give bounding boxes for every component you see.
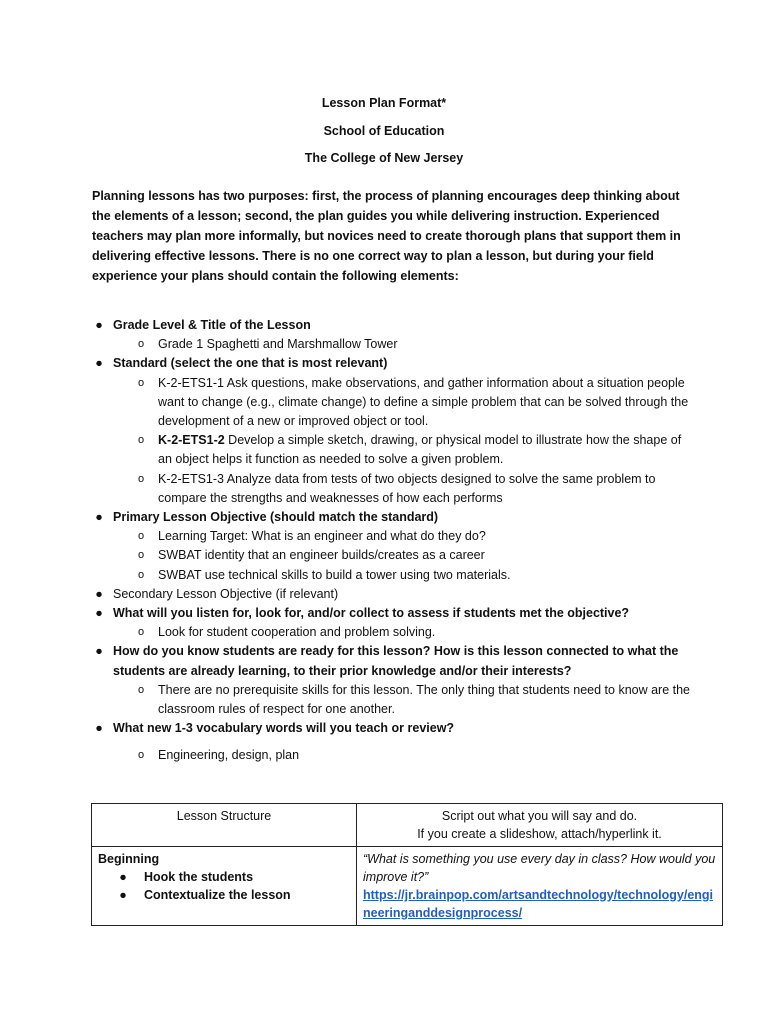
hollow-bullet-icon: o <box>137 376 145 389</box>
column-header: Script out what you will say and do. If you create a slideshow, attach/hyperlink it. <box>357 804 723 847</box>
hollow-bullet-icon: o <box>137 338 145 351</box>
section-title: Grade Level & Title of the Lesson <box>113 318 311 332</box>
hollow-bullet-icon: o <box>137 530 145 543</box>
bullet-icon: ● <box>95 644 103 659</box>
list-item: o SWBAT use technical skills to build a tower using two materials. <box>92 566 692 585</box>
brainpop-link[interactable]: https://jr.brainpop.com/artsandtechnology/technology/engineeringanddesignprocess/ <box>363 888 714 920</box>
hollow-bullet-icon: o <box>137 568 145 581</box>
bullet-icon: ● <box>95 586 103 601</box>
list-item: ● Contextualize the lesson <box>98 886 350 904</box>
bullet-icon: ● <box>95 510 103 525</box>
bullet-icon: ● <box>95 318 103 332</box>
section-assess <box>92 604 692 623</box>
hollow-bullet-icon: o <box>137 626 145 639</box>
script-text: “What is something you use every day in class? How would you improve it?” <box>363 852 716 884</box>
hollow-bullet-icon: o <box>137 472 145 485</box>
bullet-icon: ● <box>95 606 103 621</box>
table-cell <box>357 847 723 926</box>
section-title: Primary Lesson Objective (should match the standard) <box>113 510 439 525</box>
row-title: Beginning <box>98 852 160 866</box>
section-title: Standard (select the one that is most relevant) <box>113 356 388 371</box>
section-title: Secondary Lesson Objective (if relevant) <box>113 586 339 601</box>
section-title: What will you listen for, look for, and/or collect to assess if students met the objective? <box>113 606 630 621</box>
table-header-row <box>92 804 723 847</box>
list-item: o K-2-ETS1-1 Ask questions, make observations, and gather information about a situation people want to change (e.g., climate change) to define a simple problem that can be solved through the development of a new or improved object or tool. <box>92 374 692 432</box>
lesson-structure-table <box>91 803 723 926</box>
hollow-bullet-icon: o <box>137 434 145 447</box>
list-item: o Learning Target: What is an engineer and what do they do? <box>92 527 692 546</box>
section-title: How do you know students are ready for this lesson? How is this lesson connected to what the students are already learning, to their prior knowledge and/or their interests? <box>113 644 679 678</box>
hollow-bullet-icon: o <box>137 683 145 696</box>
list-item: o K-2-ETS1-3 Analyze data from tests of two objects designed to solve the same problem to compare the strengths and weaknesses of how each performs <box>92 470 692 508</box>
table-row <box>92 847 723 926</box>
intro-paragraph: Planning lessons has two purposes: first, the process of planning encourages deep thinking about the elements of a lesson; second, the plan guides you while delivering instruction. Experienced teachers may plan more informally, but novices need to create thorough plans that support them in delivering effective lessons. There is no one correct way to plan a lesson, but during your field experience your plans should contain the following elements: <box>92 189 681 283</box>
section-primary-objective <box>92 508 692 527</box>
doc-title: Lesson Plan Format* <box>321 96 447 110</box>
section-standard <box>92 354 692 373</box>
section-readiness <box>92 642 692 680</box>
section-title: What new 1-3 vocabulary words will you teach or review? <box>113 721 455 736</box>
bullet-icon: ● <box>95 721 103 736</box>
bullet-icon: ● <box>119 870 127 884</box>
table-cell <box>92 847 357 926</box>
bullet-icon: ● <box>95 356 103 371</box>
section-vocabulary <box>92 719 692 738</box>
list-item: o Engineering, design, plan <box>92 746 692 765</box>
hollow-bullet-icon: o <box>137 549 145 562</box>
section-grade <box>92 316 692 335</box>
hollow-bullet-icon: o <box>137 749 145 762</box>
elements-list <box>92 316 692 766</box>
bullet-icon: ● <box>119 888 127 902</box>
list-item: o K-2-ETS1-2 Develop a simple sketch, drawing, or physical model to illustrate how the shape of an object helps it function as needed to solve a given problem. <box>92 431 692 469</box>
list-item: o Grade 1 Spaghetti and Marshmallow Tower <box>92 335 692 354</box>
doc-college: The College of New Jersey <box>304 151 464 165</box>
doc-school: School of Education <box>323 124 445 138</box>
list-item: o Look for student cooperation and problem solving. <box>92 623 692 642</box>
list-item: o There are no prerequisite skills for this lesson. The only thing that students need to know are the classroom rules of respect for one another. <box>92 681 692 719</box>
column-header: Lesson Structure <box>92 804 357 847</box>
section-secondary-objective <box>92 585 692 604</box>
list-item: o SWBAT identity that an engineer builds/creates as a career <box>92 546 692 565</box>
list-item: ● Hook the students <box>98 868 350 886</box>
